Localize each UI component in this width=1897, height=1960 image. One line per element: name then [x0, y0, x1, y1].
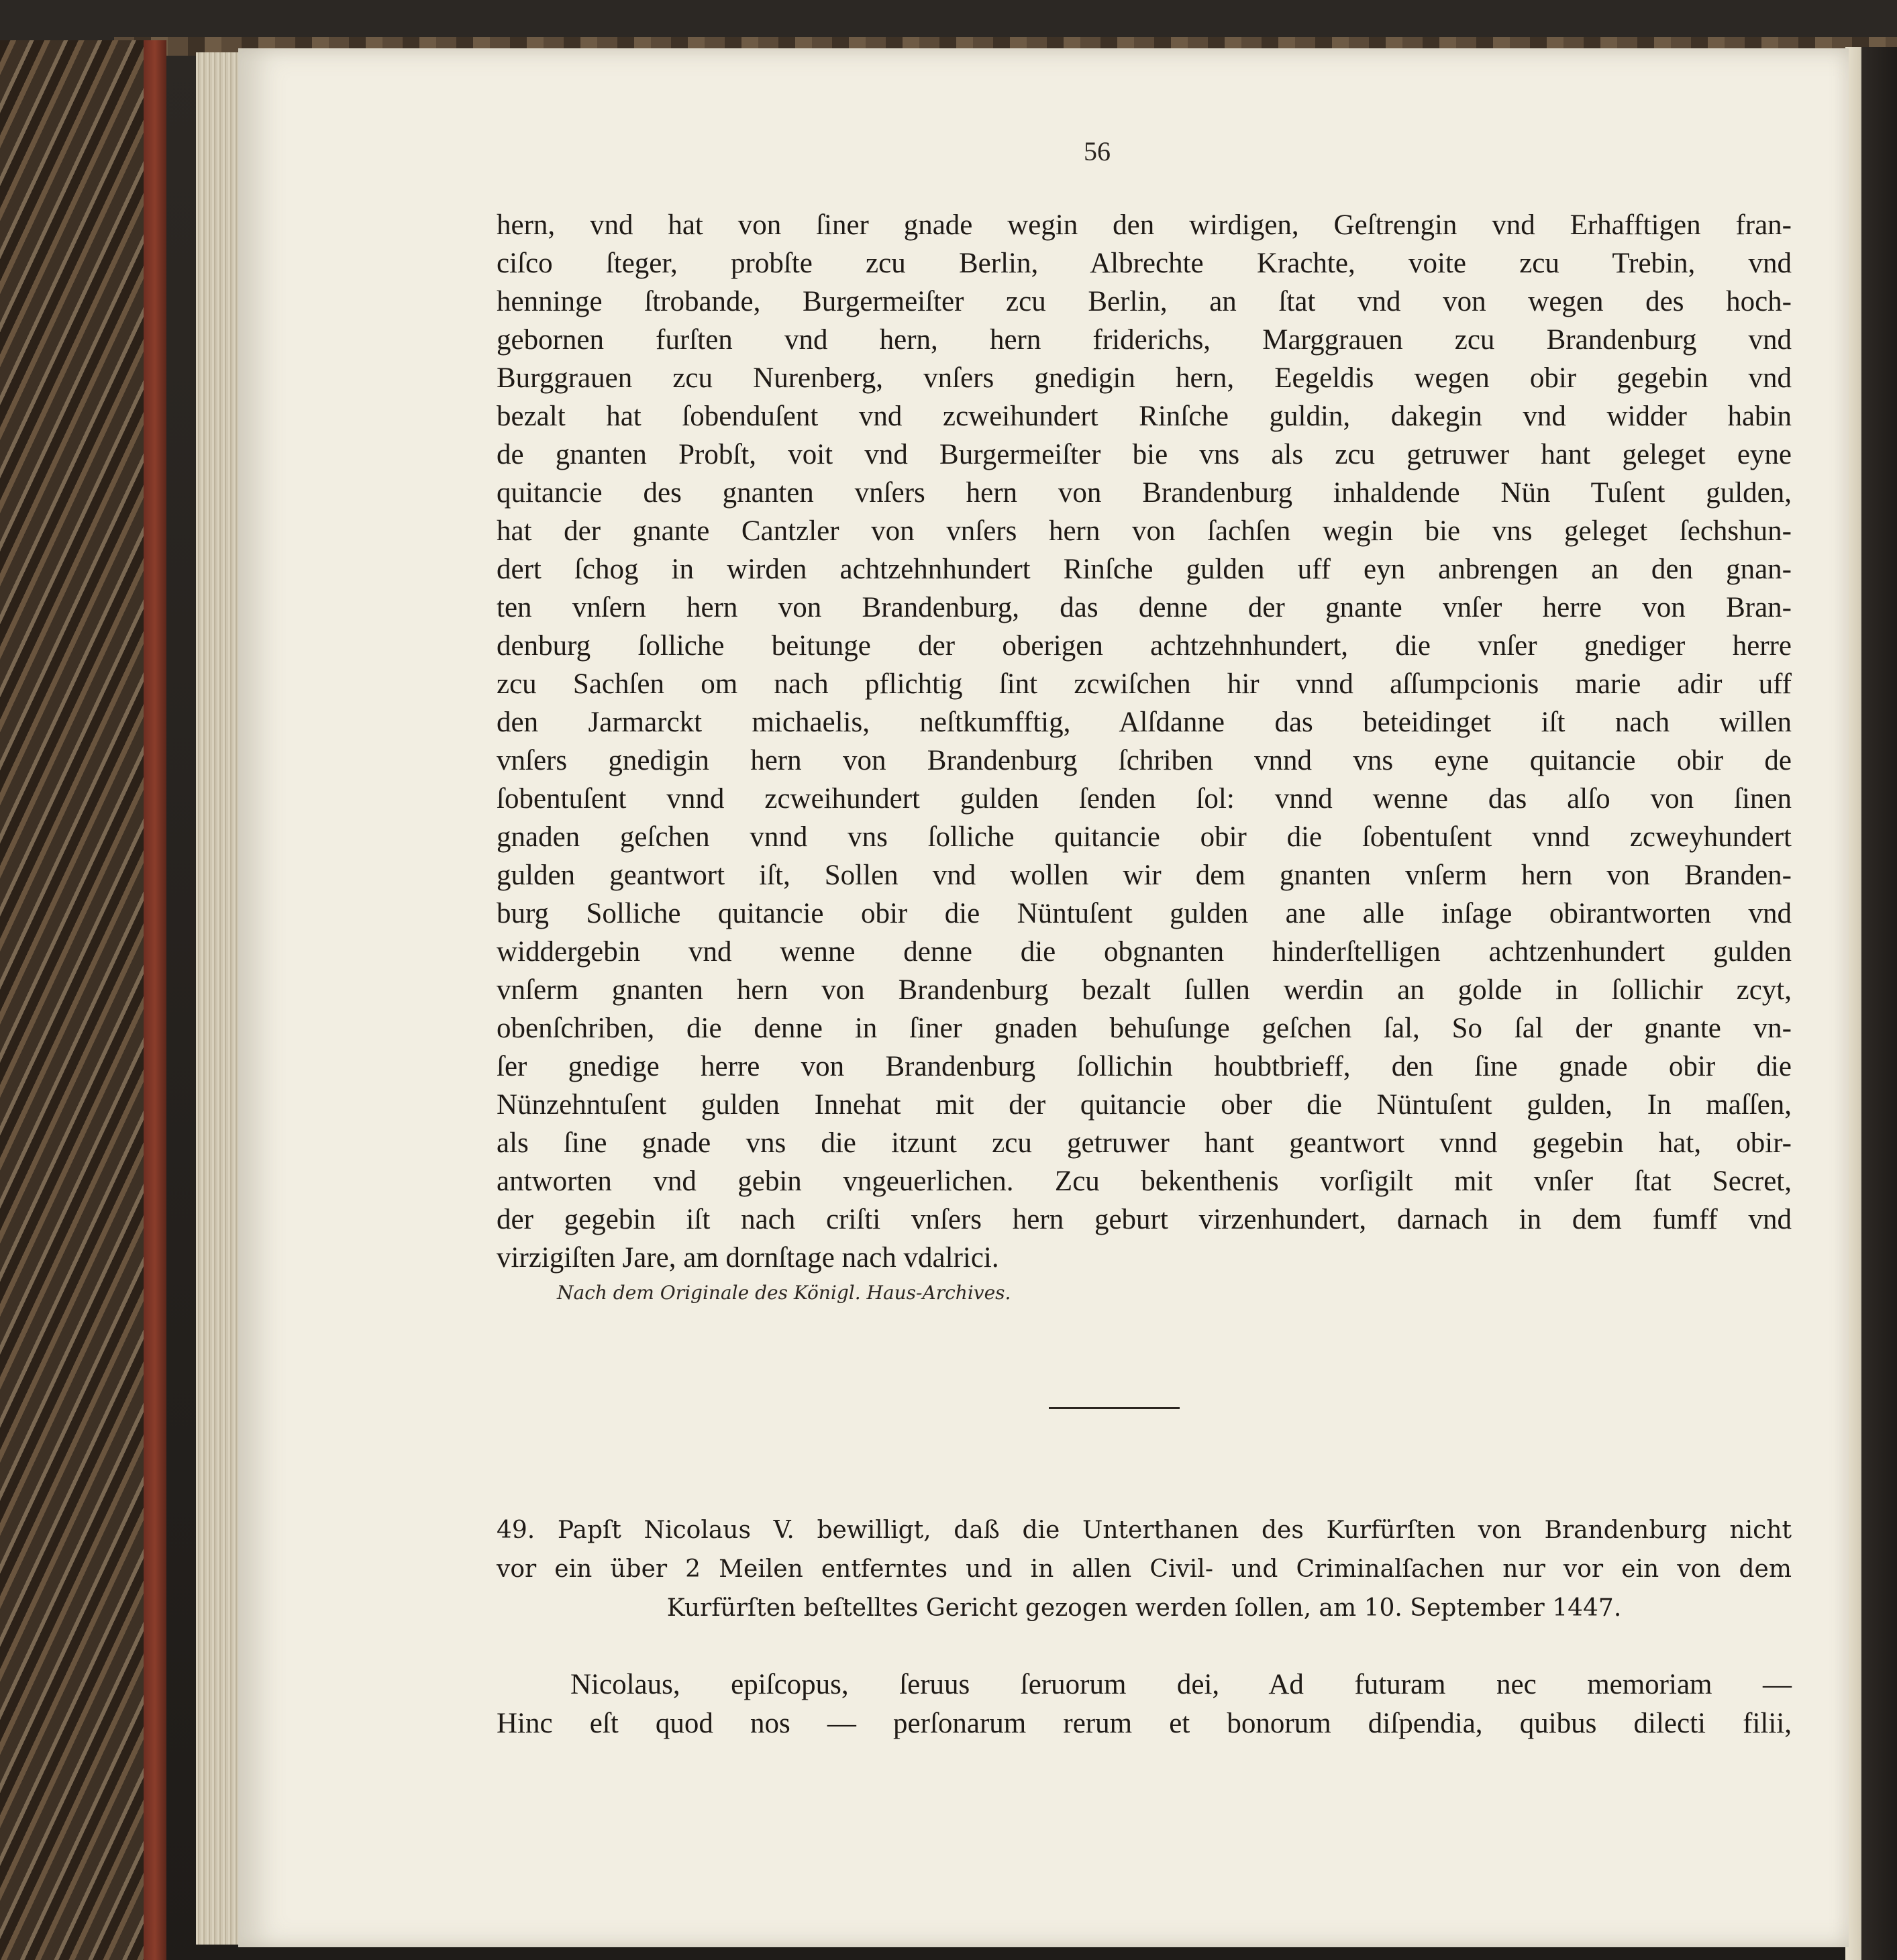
text-line: gulden geantwort iſt, Sollen vnd wollen wir dem gnanten vnſerm hern von Branden-	[497, 860, 1792, 891]
text-line: quitancie des gnanten vnſers hern von Brandenburg inhaldende Nün Tuſent gulden,	[497, 477, 1792, 509]
heading-line: Kurfürſten beſtelltes Gericht gezogen werden ſollen, am 10. September 1447.	[666, 1594, 1622, 1622]
text-line: vnſers gnedigin hern von Brandenburg ſchriben vnnd vns eyne quitancie obir de	[497, 745, 1792, 776]
marbled-cover	[0, 40, 161, 1960]
next-page-edge	[1845, 47, 1897, 1960]
heading-line: vor ein über 2 Meilen entferntes und in allen Civil- und Criminalſachen nur vor ein von dem	[497, 1555, 1792, 1583]
text-line: vnſerm gnanten hern von Brandenburg bezalt ſullen werdin an golde in ſollichir zcyt,	[497, 974, 1792, 1006]
source-note: Nach dem Originale des Königl. Haus-Archives.	[557, 1282, 1011, 1304]
text-line: burg Solliche quitancie obir die Nüntuſent gulden ane alle inſage obirantworten vnd	[497, 898, 1792, 929]
text-line: der gegebin iſt nach criſti vnſers hern geburt virzenhundert, darnach in dem fumff vnd	[497, 1204, 1792, 1235]
text-line: Nünzehntuſent gulden Innehat mit der quitancie ober die Nüntuſent gulden, In maſſen,	[497, 1089, 1792, 1121]
document-text	[497, 206, 1792, 1277]
page-number: 56	[1084, 136, 1111, 166]
text-line: gebornen furſten vnd hern, hern friderichs, Marggrauen zcu Brandenburg vnd	[497, 324, 1792, 356]
text-line: widdergebin vnd wenne denne die obgnanten hinderſtelligen achtzenhundert gulden	[497, 936, 1792, 968]
text-line: ciſco ſteger, probſte zcu Berlin, Albrechte Krachte, voite zcu Trebin, vnd	[497, 248, 1792, 279]
text-line: Burggrauen zcu Nurenberg, vnſers gnedigin hern, Eegeldis wegen obir gegebin vnd	[497, 362, 1792, 394]
text-line: antworten vnd gebin vngeuerlichen. Zcu bekenthenis vorſigilt mit vnſer ſtat Secret,	[497, 1166, 1792, 1197]
text-line: hern, vnd hat von ſiner gnade wegin den wirdigen, Geſtrengin vnd Erhafftigen fran-	[497, 209, 1792, 241]
text-line: virzigiſten Jare, am dornſtage nach vdalrici.	[497, 1242, 999, 1274]
text-line: henninge ſtrobande, Burgermeiſter zcu Berlin, an ſtat vnd von wegen des hoch-	[497, 286, 1792, 317]
text-line: zcu Sachſen om nach pflichtig ſint zcwiſchen hir vnnd aſſumpcionis marie adir uff	[497, 668, 1792, 700]
text-line: den Jarmarckt michaelis, neſtkumfftig, Alſdanne das beteidinget iſt nach willen	[497, 707, 1792, 738]
text-line: bezalt hat ſobenduſent vnd zcweihundert Rinſche guldin, dakegin vnd widder habin	[497, 401, 1792, 432]
cover-spine-edge	[144, 40, 166, 1960]
document-text-continued	[497, 1665, 1792, 1743]
text-line: Nicolaus, epiſcopus, ſeruus ſeruorum dei, Ad futuram nec memoriam —	[570, 1669, 1792, 1700]
text-line: ten vnſern hern von Brandenburg, das denne der gnante vnſer herre von Bran-	[497, 592, 1792, 623]
text-line: denburg ſolliche beitunge der oberigen achtzehnhundert, die vnſer gnediger herre	[497, 630, 1792, 662]
text-line: dert ſchog in wirden achtzehnhundert Rinſche gulden uff eyn anbrengen an den gnan-	[497, 554, 1792, 585]
book-page	[238, 48, 1849, 1947]
heading-line: 49. Papſt Nicolaus V. bewilligt, daß die Unterthanen des Kurfürſten von Brandenburg nicht	[497, 1516, 1792, 1544]
document-heading	[497, 1511, 1792, 1628]
text-line: ſobentuſent vnnd zcweihundert gulden ſenden ſol: vnnd wenne das alſo von ſinen	[497, 783, 1792, 815]
section-divider	[1049, 1407, 1180, 1409]
text-line: de gnanten Probſt, voit vnd Burgermeiſter bie vns als zcu getruwer hant geleget eyne	[497, 439, 1792, 470]
text-line: Hinc eſt quod nos — perſonarum rerum et bonorum diſpendia, quibus dilecti filii,	[497, 1708, 1792, 1739]
text-line: hat der gnante Cantzler von vnſers hern von ſachſen wegin bie vns geleget ſechshun-	[497, 515, 1792, 547]
text-line: gnaden geſchen vnnd vns ſolliche quitancie obir die ſobentuſent vnnd zcweyhundert	[497, 821, 1792, 853]
text-line: ſer gnedige herre von Brandenburg ſollichin houbtbrieff, den ſine gnade obir die	[497, 1051, 1792, 1082]
text-line: obenſchriben, die denne in ſiner gnaden behuſunge geſchen ſal, So ſal der gnante vn-	[497, 1013, 1792, 1044]
text-line: als ſine gnade vns die itzunt zcu getruwer hant geantwort vnnd gegebin hat, obir-	[497, 1127, 1792, 1159]
